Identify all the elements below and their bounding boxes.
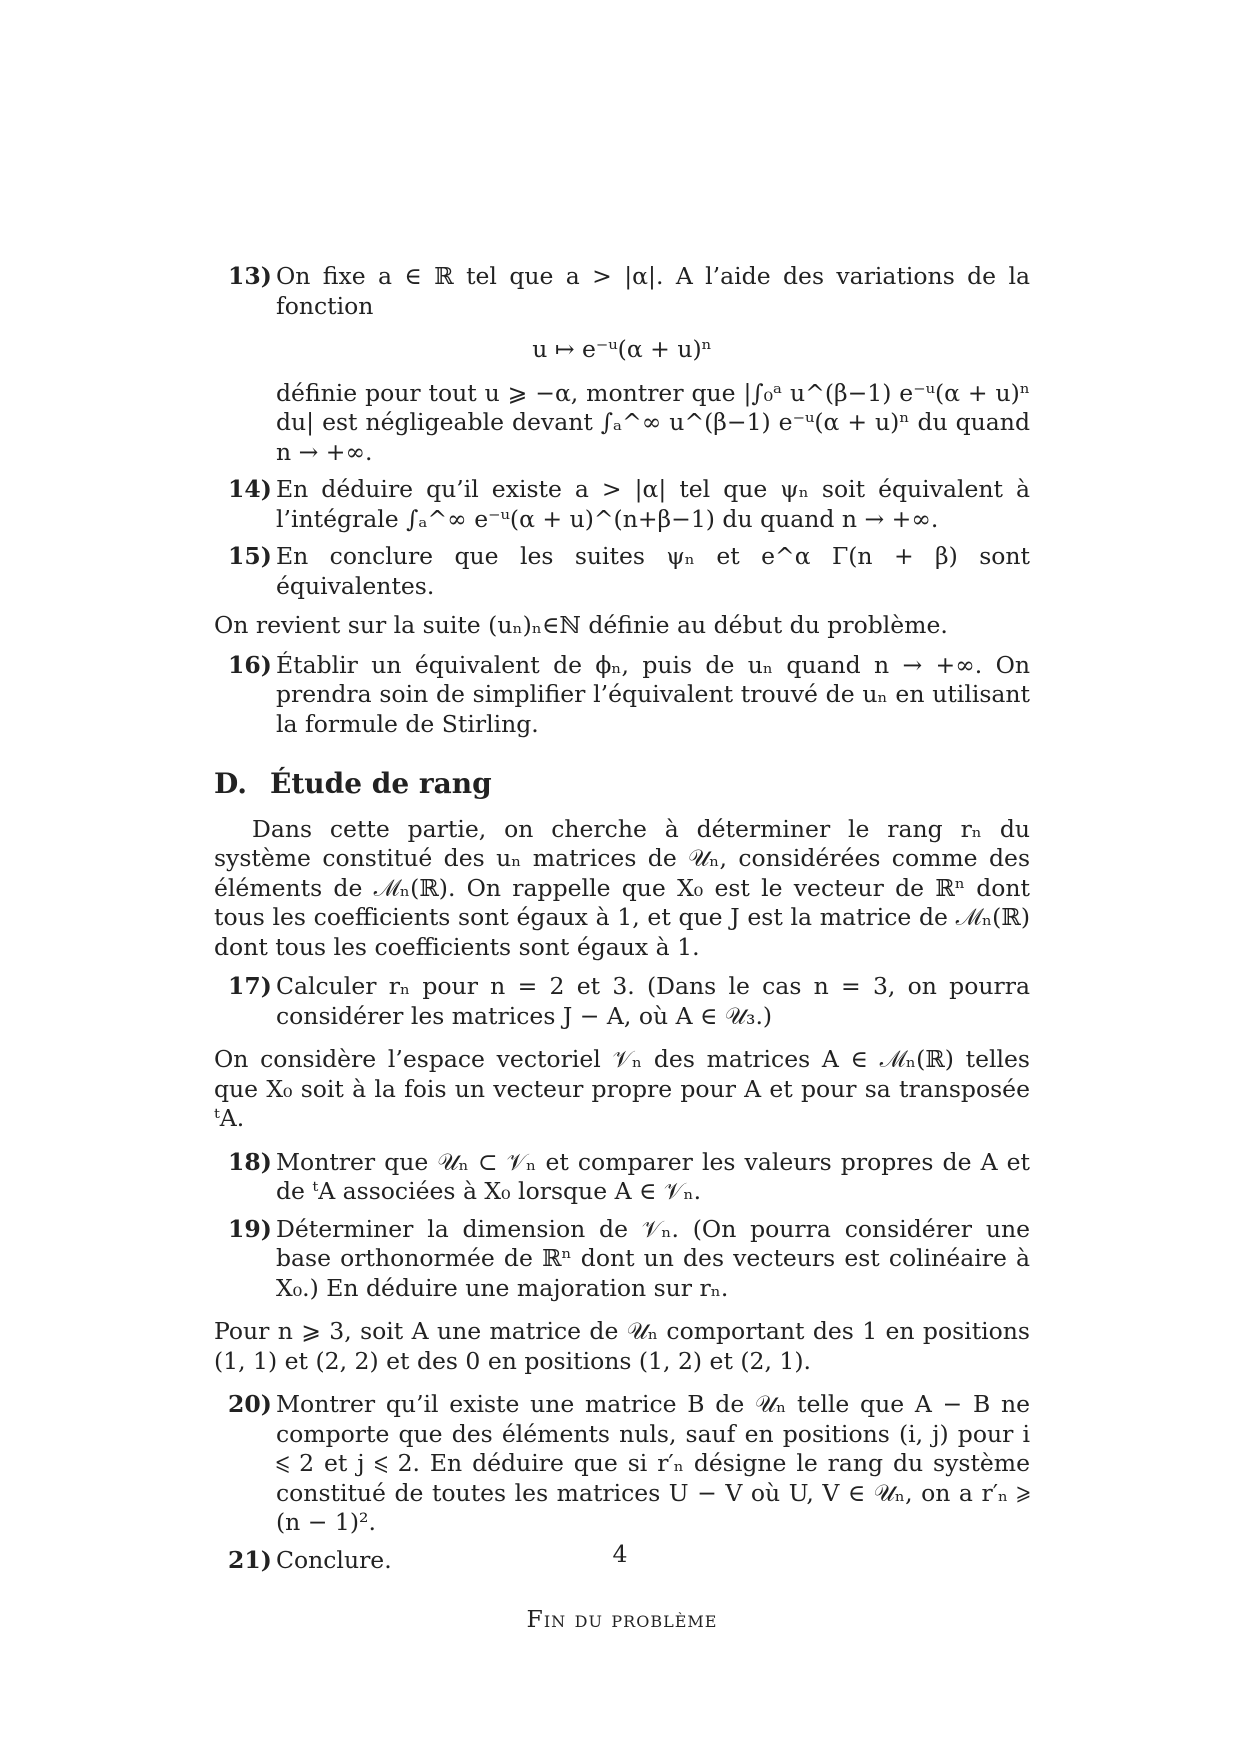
question-number: 14) — [228, 475, 272, 503]
question-number: 17) — [228, 972, 272, 1000]
question-text: Déterminer la dimension de 𝒱ₙ. (On pourra considérer une base orthonormée de ℝⁿ dont un des vecteurs est colinéaire à X₀.) En déduire une majoration sur rₙ. — [276, 1214, 1030, 1302]
question-number: 20) — [228, 1390, 272, 1418]
question-text: En conclure que les suites ψₙ et e^α Γ(n + β) sont équivalentes. — [276, 542, 1030, 600]
question-text: On fixe a ∈ ℝ tel que a > |α|. A l’aide des variations de la fonction — [276, 262, 1030, 320]
question-text: Établir un équivalent de ϕₙ, puis de uₙ quand n → +∞. On prendra soin de simplifier l’équivalent trouvé de uₙ en utilisant la formule de Stirling. — [276, 650, 1030, 738]
question-14 — [214, 475, 1030, 534]
paragraph: Pour n ⩾ 3, soit A une matrice de 𝒰ₙ comportant des 1 en positions (1, 1) et (2, 2) et des 0 en positions (1, 2) et (2, 1). — [214, 1317, 1030, 1375]
paragraph: On revient sur la suite (uₙ)ₙ∈ℕ définie au début du problème. — [214, 611, 948, 639]
end-of-problem: Fin du problème — [526, 1605, 718, 1633]
display-formula: u ↦ e⁻ᵘ(α + u)ⁿ — [532, 335, 712, 363]
question-13 — [214, 262, 1030, 321]
question-17 — [214, 972, 1030, 1031]
paragraph: Dans cette partie, on cherche à déterminer le rang rₙ du système constitué des uₙ matrices de 𝒰ₙ, considérées comme des éléments de ℳₙ(ℝ). On rappelle que X₀ est le vecteur de ℝⁿ dont tous les coefficients sont égaux à 1, et que J est la matrice de ℳₙ(ℝ) dont tous les coefficients sont égaux à 1. — [214, 814, 1030, 961]
question-number: 15) — [228, 542, 272, 570]
question-text: Conclure. — [276, 1545, 392, 1574]
question-15 — [214, 542, 1030, 601]
question-text: Montrer que 𝒰ₙ ⊂ 𝒱ₙ et comparer les valeurs propres de A et de ᵗA associées à X₀ lorsque A ∈ 𝒱ₙ. — [276, 1147, 1030, 1205]
section-title: Étude de rang — [270, 767, 492, 800]
question-19 — [214, 1215, 1030, 1304]
section-number: D. — [214, 767, 248, 800]
question-13-continued — [214, 379, 1030, 468]
question-text: définie pour tout u ⩾ −α, montrer que |∫₀ᵃ u^(β−1) e⁻ᵘ(α + u)ⁿ du| est négligeable devant ∫ₐ^∞ u^(β−1) e⁻ᵘ(α + u)ⁿ du quand n → +∞. — [276, 378, 1030, 466]
question-number: 18) — [228, 1147, 272, 1176]
question-text: En déduire qu’il existe a > |α| tel que ψₙ soit équivalent à l’intégrale ∫ₐ^∞ e⁻ᵘ(α + u)^(n+β−1) du quand n → +∞. — [276, 475, 1030, 533]
question-number: 16) — [228, 650, 272, 679]
question-16 — [214, 651, 1030, 740]
paragraph: On considère l’espace vectoriel 𝒱ₙ des matrices A ∈ ℳₙ(ℝ) telles que X₀ soit à la fois un vecteur propre pour A et pour sa transposée ᵗA. — [214, 1045, 1030, 1132]
question-text: Calculer rₙ pour n = 2 et 3. (Dans le cas n = 3, on pourra considérer les matrices J − A, où A ∈ 𝒰₃.) — [276, 972, 1030, 1030]
question-number: 19) — [228, 1214, 272, 1243]
page-body — [214, 262, 1030, 1635]
question-text: Montrer qu’il existe une matrice B de 𝒰ₙ telle que A − B ne comporte que des éléments nuls, sauf en positions (i, j) pour i ⩽ 2 et j ⩽ 2. En déduire que si r′ₙ désigne le rang du système constitué de toutes les matrices U − V où U, V ∈ 𝒰ₙ, on a r′ₙ ⩾ (n − 1)². — [276, 1390, 1030, 1536]
question-number: 21) — [228, 1545, 272, 1574]
section-heading — [214, 769, 1030, 799]
question-18 — [214, 1148, 1030, 1207]
page-number: 4 — [612, 1540, 628, 1568]
question-20 — [214, 1390, 1030, 1538]
question-number: 13) — [228, 262, 272, 290]
